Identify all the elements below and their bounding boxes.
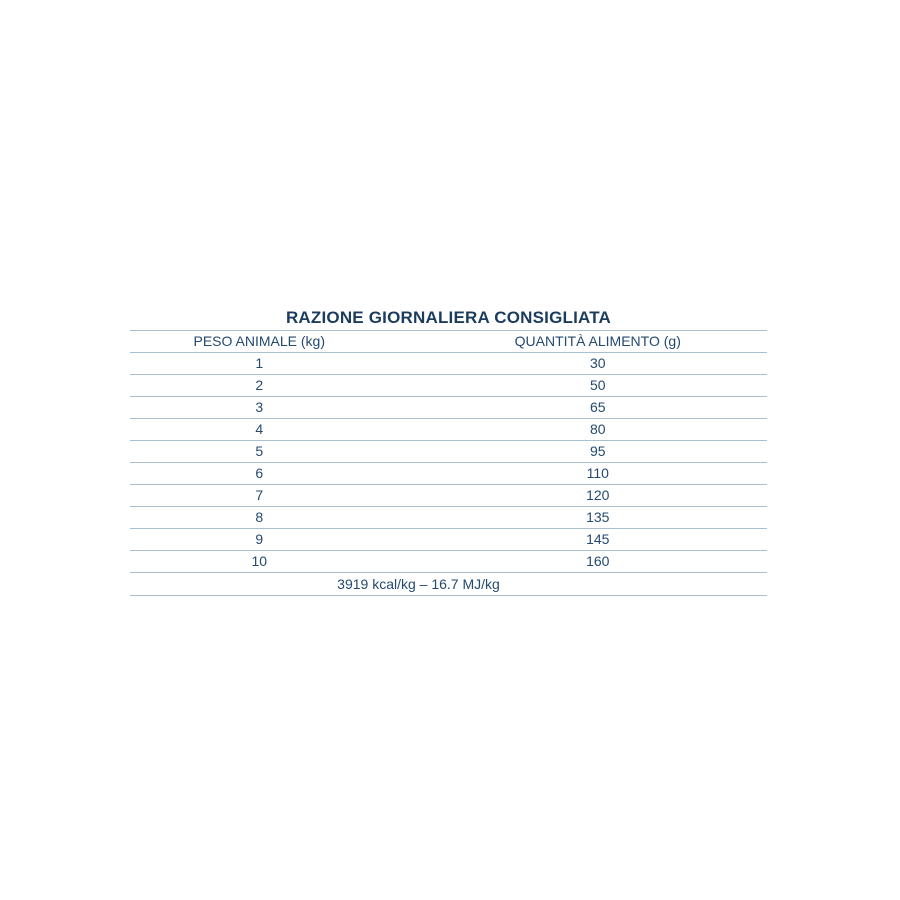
quantity-cell: 110: [449, 463, 768, 485]
footer-row: [130, 573, 767, 596]
table-title: RAZIONE GIORNALIERA CONSIGLIATA: [285, 308, 612, 327]
weight-cell: 5: [130, 441, 449, 463]
weight-cell: 6: [130, 463, 449, 485]
quantity-cell: 120: [449, 485, 768, 507]
table-row: [130, 353, 767, 375]
weight-cell: 10: [130, 551, 449, 573]
table-row: [130, 551, 767, 573]
weight-cell: 9: [130, 529, 449, 551]
quantity-cell: 95: [449, 441, 768, 463]
table-row: [130, 463, 767, 485]
weight-cell: 7: [130, 485, 449, 507]
table-row: [130, 419, 767, 441]
header-row: [130, 331, 767, 353]
energy-footer: 3919 kcal/kg – 16.7 MJ/kg: [130, 573, 767, 596]
quantity-cell: 80: [449, 419, 768, 441]
table-row: [130, 441, 767, 463]
quantity-cell: 145: [449, 529, 768, 551]
table-row: [130, 397, 767, 419]
table-row: [130, 375, 767, 397]
header-quantity: QUANTITÀ ALIMENTO (g): [449, 331, 768, 353]
quantity-cell: 30: [449, 353, 768, 375]
feeding-table-panel: [130, 306, 767, 596]
table-row: [130, 507, 767, 529]
weight-cell: 2: [130, 375, 449, 397]
weight-cell: 1: [130, 353, 449, 375]
header-weight: PESO ANIMALE (kg): [130, 331, 449, 353]
weight-cell: 8: [130, 507, 449, 529]
weight-cell: 3: [130, 397, 449, 419]
feeding-table: [130, 331, 767, 596]
quantity-cell: 50: [449, 375, 768, 397]
quantity-cell: 160: [449, 551, 768, 573]
table-row: [130, 529, 767, 551]
table-body: [130, 353, 767, 596]
quantity-cell: 65: [449, 397, 768, 419]
weight-cell: 4: [130, 419, 449, 441]
quantity-cell: 135: [449, 507, 768, 529]
table-row: [130, 485, 767, 507]
